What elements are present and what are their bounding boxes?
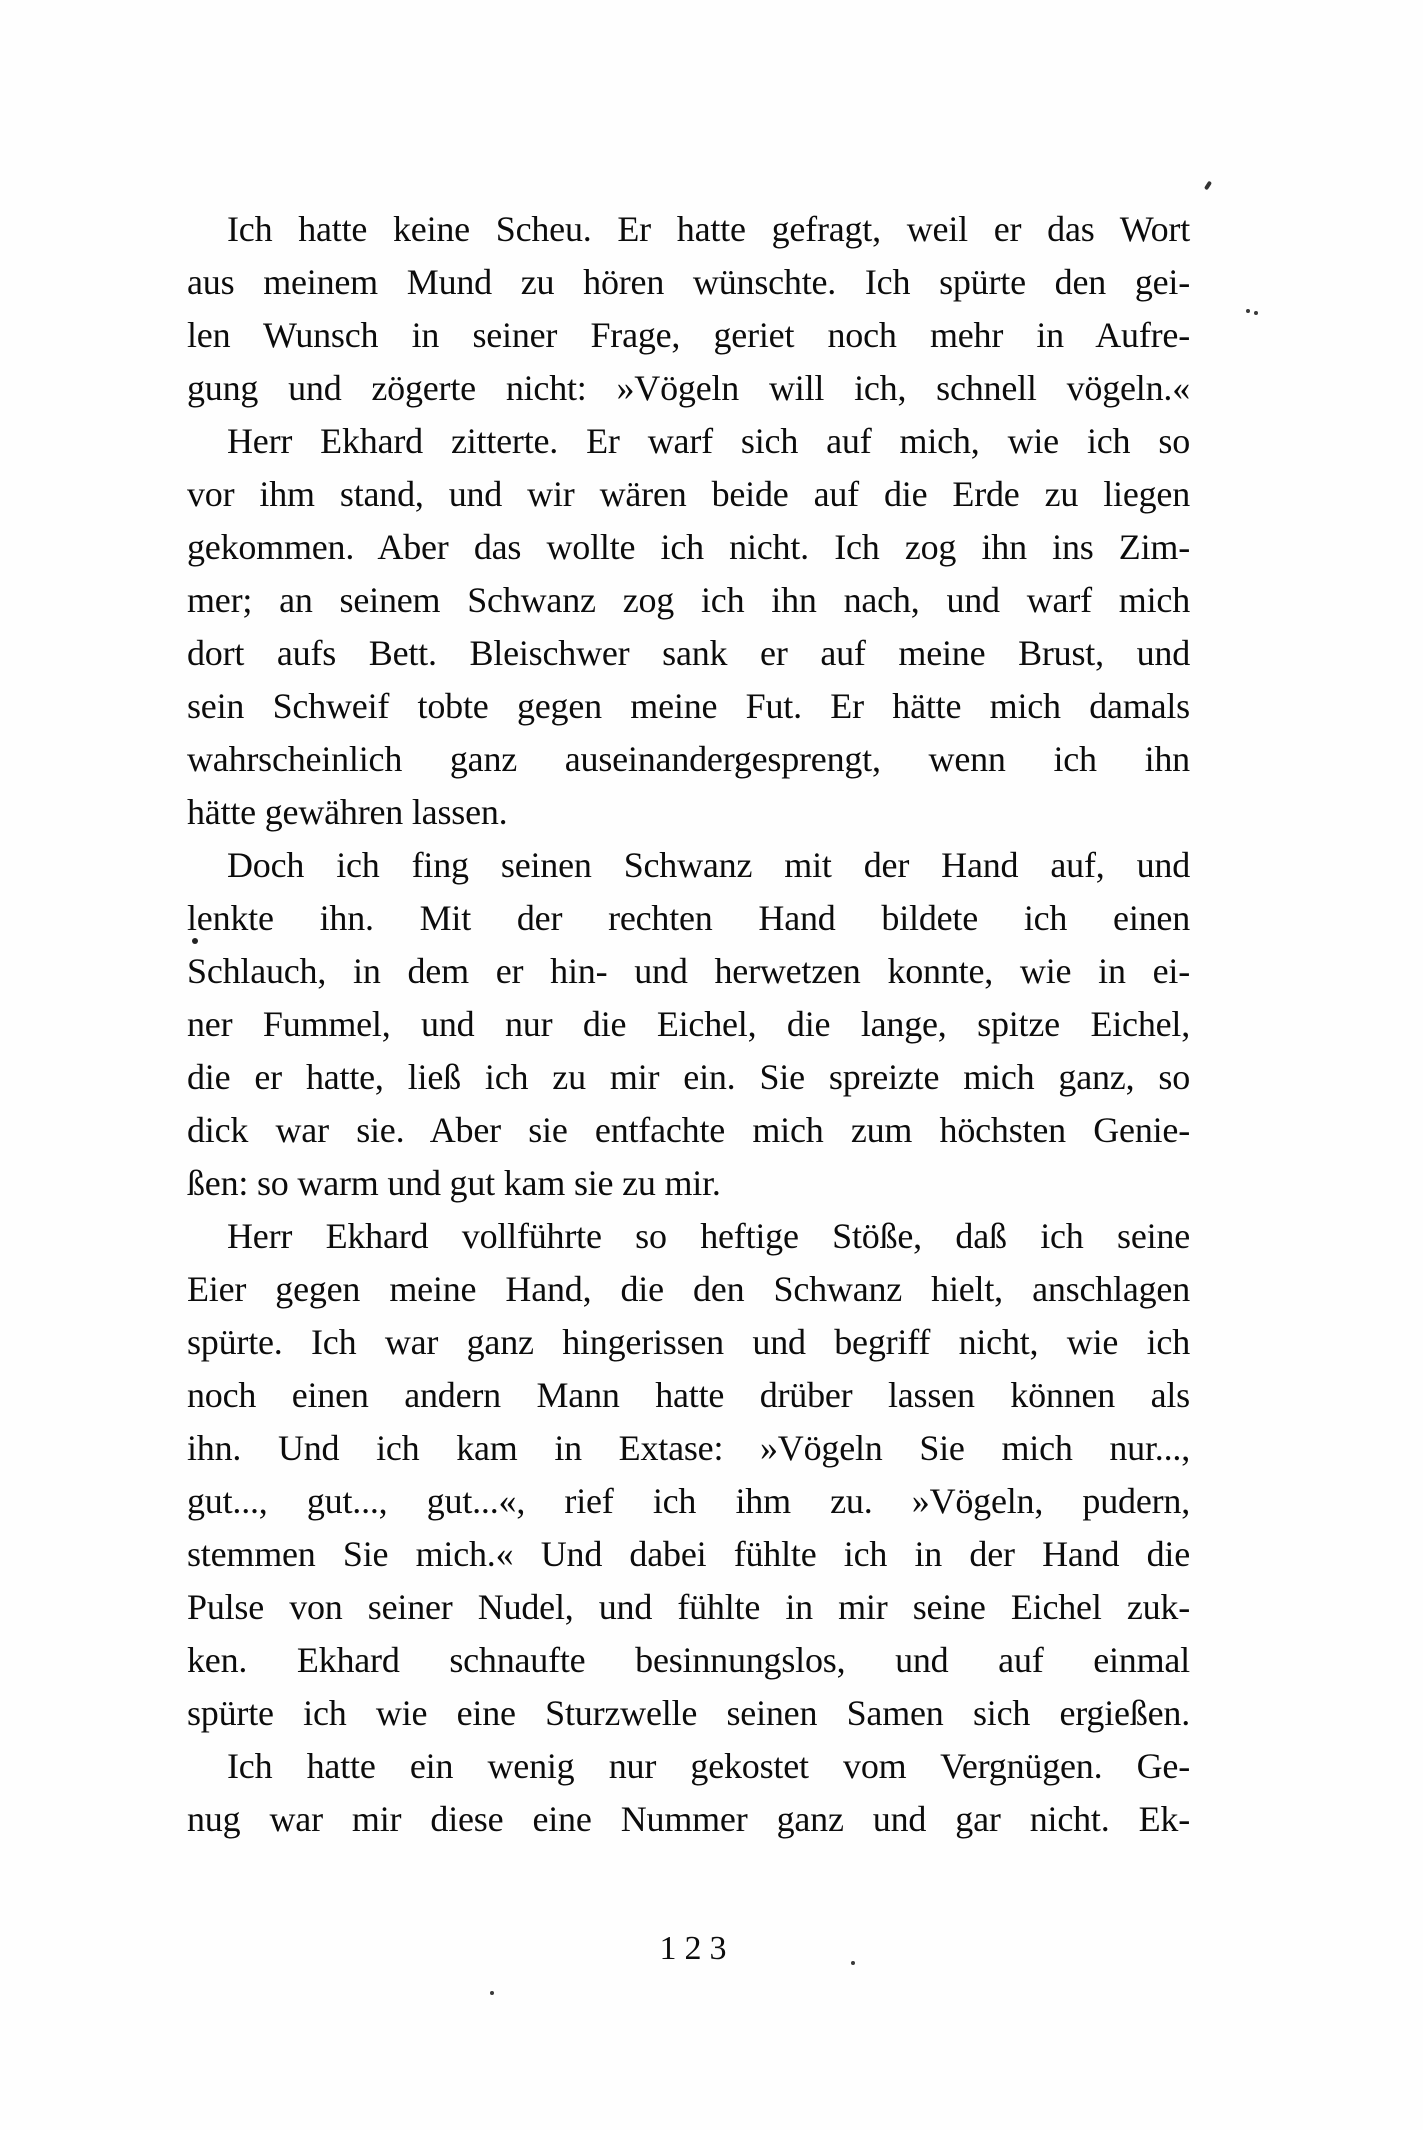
text-line: dort aufs Bett. Bleischwer sank er auf meine Brust, und (187, 633, 1190, 673)
text-line: wahrscheinlich ganz auseinandergesprengt, wenn ich ihn (187, 739, 1190, 779)
text-line: Doch ich fing seinen Schwanz mit der Hand auf, und (227, 845, 1190, 885)
text-line: ken. Ekhard schnaufte besinnungslos, und auf einmal (187, 1640, 1190, 1680)
text-line: ihn. Und ich kam in Extase: »Vögeln Sie mich nur..., (187, 1428, 1190, 1468)
text-line: gut..., gut..., gut...«, rief ich ihm zu. »Vögeln, pudern, (187, 1481, 1190, 1521)
scan-speck (192, 938, 198, 944)
text-line: ner Fummel, und nur die Eichel, die lange, spitze Eichel, (187, 1004, 1190, 1044)
text-line: dick war sie. Aber sie entfachte mich zum höchsten Genie- (187, 1110, 1190, 1150)
text-line: spürte. Ich war ganz hingerissen und begriff nicht, wie ich (187, 1322, 1190, 1362)
text-line: aus meinem Mund zu hören wünschte. Ich spürte den gei- (187, 262, 1190, 302)
scan-speck (1254, 311, 1258, 315)
text-line: Herr Ekhard vollführte so heftige Stöße, daß ich seine (227, 1216, 1190, 1256)
text-line: Ich hatte keine Scheu. Er hatte gefragt, weil er das Wort (227, 209, 1190, 249)
text-line: Ich hatte ein wenig nur gekostet vom Vergnügen. Ge- (227, 1746, 1190, 1786)
text-line: sein Schweif tobte gegen meine Fut. Er hätte mich damals (187, 686, 1190, 726)
text-line: lenkte ihn. Mit der rechten Hand bildete ich einen (187, 898, 1190, 938)
text-line: Herr Ekhard zitterte. Er warf sich auf mich, wie ich so (227, 421, 1190, 461)
text-line: gung und zögerte nicht: »Vögeln will ich, schnell vögeln.« (187, 368, 1190, 408)
text-line: hätte gewähren lassen. (187, 792, 508, 832)
text-line: Pulse von seiner Nudel, und fühlte in mir seine Eichel zuk- (187, 1587, 1190, 1627)
scan-speck (851, 1961, 855, 1965)
text-line: mer; an seinem Schwanz zog ich ihn nach, und warf mich (187, 580, 1190, 620)
scan-speck (1246, 309, 1250, 313)
scan-speck (1204, 181, 1212, 191)
text-line: gekommen. Aber das wollte ich nicht. Ich zog ihn ins Zim- (187, 527, 1190, 567)
text-line: nug war mir diese eine Nummer ganz und gar nicht. Ek- (187, 1799, 1190, 1839)
text-line: Schlauch, in dem er hin- und herwetzen konnte, wie in ei- (187, 951, 1190, 991)
body-text-block (187, 203, 1190, 1846)
text-line: noch einen andern Mann hatte drüber lassen können als (187, 1375, 1190, 1415)
text-line: spürte ich wie eine Sturzwelle seinen Samen sich ergießen. (187, 1693, 1190, 1733)
text-line: die er hatte, ließ ich zu mir ein. Sie spreizte mich ganz, so (187, 1057, 1190, 1097)
text-line: stemmen Sie mich.« Und dabei fühlte ich in der Hand die (187, 1534, 1190, 1574)
scan-speck (490, 1991, 494, 1995)
page-number: 123 (659, 1930, 735, 1967)
text-line: ßen: so warm und gut kam sie zu mir. (187, 1163, 721, 1203)
text-line: Eier gegen meine Hand, die den Schwanz hielt, anschlagen (187, 1269, 1190, 1309)
text-line: len Wunsch in seiner Frage, geriet noch mehr in Aufre- (187, 315, 1190, 355)
text-line: vor ihm stand, und wir wären beide auf die Erde zu liegen (187, 474, 1190, 514)
